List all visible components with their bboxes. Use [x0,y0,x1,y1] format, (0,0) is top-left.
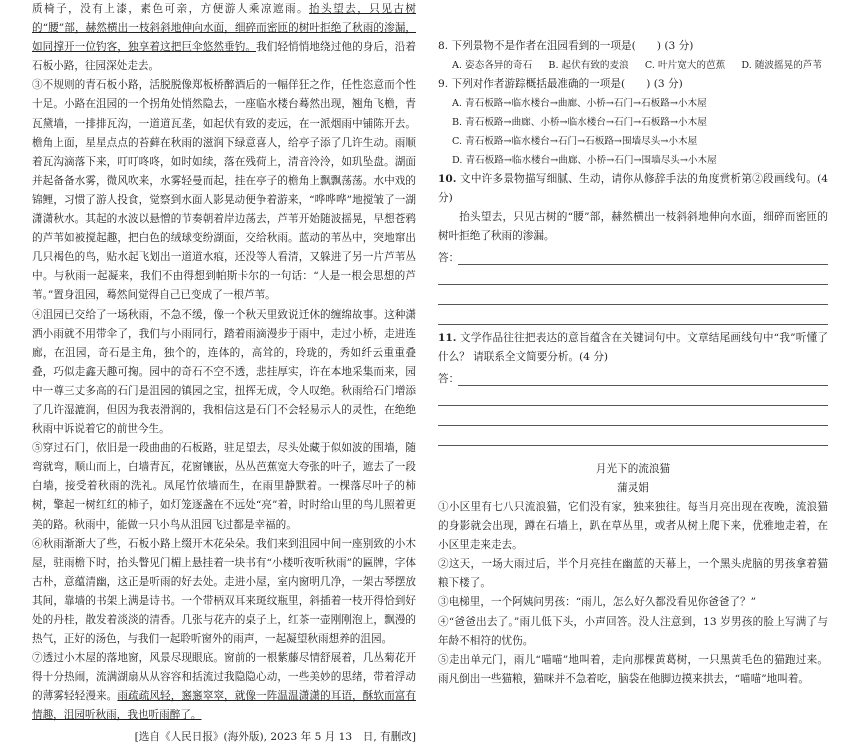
answer-label: 答： [438,373,460,385]
answer-area-11[interactable] [438,367,828,386]
paragraph-4: ④沮园已交给了一场秋雨，不急不缓，像一个秋天里致说迁休的缠绵故事。这种潇洒小雨就不用带伞了，我们与小雨同行，踏着雨滴漫步于雨中，走过小桥，走进连廊，在沮园，奇石是主角，独个的，连体的，高耸的，玲珑的，秀如纤云重重叠叠，巧似走鑫天趣可掬。园中的奇石不空不透，悲挂厚实，许在本地采集而来，园中一尊三丈多高的石门是沮园的镇园之宝，扭挥无成，令人叹绝。秋雨给石门增添了几许湿漉润，但因为我表滑润的，我相信这是石门不会轻易示人的灵性，在绝绝秋雨中诉说着它的前世今生。 [32,308,416,436]
story-paragraph-5: ⑤走出单元门，雨儿“喵喵”地叫着，走向那棵黄葛树，一只黑黄毛色的猫跑过来。雨凡倒出一些猫粮，猫咪并不急着吃，脑袋在他脚边摸来拱去，“喵喵”地叫着。 [438,653,828,685]
underlined-ending: 雨疏疏风轻，窸窸窣窣，就像一阵温温潇潇的耳语，酥软而富有情趣，沮园听秋雨，我也听雨醉了。 [32,690,417,722]
answer-line[interactable] [438,386,828,406]
option-b: B. 起伏有致的麦浪 [548,60,629,71]
question-11 [438,329,828,367]
question-number: 10. [438,173,457,185]
answer-line[interactable] [458,250,828,265]
answer-line[interactable] [438,305,828,325]
question-10-quote: 抬头望去，只见古树的“腰”部，赫然横出一枝斜斜地伸向水面，细碎而密匝的树叶拒绝了秋雨的渗漏。 [438,211,828,242]
question-8: 8. 下列景物不是作者在沮园看到的一项是( ) (3 分) [438,40,694,52]
paragraph-6: ⑥秋雨渐渐大了些，石板小路上缀开木花朵朵。我们来到沮园中间一座别致的小木屋，驻雨檐下时，抬头瞥见门楣上悬挂着一块书有“小楼听夜听秋雨”的匾牌，字体古朴，意蕴清幽，这正是听雨的好去处。走进小屋，室内窗明几净，一架古琴摆放其间，靠墙的书架上满是诗书。一个带柄双耳来斑纹瓶里，斜插着一枝开得恰到好处的丹桂，散发着淡淡的清香。几张与花卉的桌子上，红茶一壶刚刚泡上，飘漫的热气，正好的汤色，与我们一起聆听窗外的雨声，一起凝望秋雨想养的沮园。 [32,537,416,646]
question-8-options [438,56,828,75]
option-a: A. 青石板路→临水楼台→曲廊、小桥→石门→石板路→小木屋 [452,98,707,109]
left-column [32,0,416,747]
text: 质椅子，没有上漆，素色可亲，方便游人乘凉遮雨。 [32,3,310,15]
question-text: 文中许多景物描写细腻、生动，请你从修辞手法的角度赏析第②段画线句。(4 分) [438,173,828,204]
paragraph-3: ③不规则的青石板小路，活脱脱像郑板桥醉酒后的一幅佯狂之作，任性恣意而个性十足。小路在沮园的一个拐角处悄然隐去，一座临水楼台蓦然出现，翘角飞檐，青瓦黛墙，一排排瓦沟，一道道瓦垄，如起伏有致的麦远，在一派烟雨中铺陈开去。檐角上面，星星点点的苔藓在秋雨的滋润下绿意喜人，给亭子添了几许生动。雨顺着瓦沟滴落下来，叮叮咚咚，如时如续，落在残荷上，清音泠泠，如玑坠盘。湖面并起备备水雾，微风吹来，水雾轻曼而起，挂在亭子的檐角上飘飘荡荡。水中戏的锦鲤，习惯了游人投食，觉察到水面人影晃动便争着游来，“哗哗哗”地搅皱了一湖潇潇秋水。其起的水波以悬憎的节奏朝着岸边荡去，芦苇开始随波摇晃，早想苍鸦的芦苇如被搅起趣，把白色的绒球变纷湖面，交给秋雨。蓝动的苇丛中，突地窜出几只褐色的鸟，贴水起飞划出一道道水痕，还没等人看清，又躲进了另一片芦苇丛中。与秋雨一起凝来，我们不由得想到帕斯卡尔的一句话：“人是一根会思想的芦苇。”置身沮园，蓦然间觉得自己已变成了一根芦苇。 [32,79,416,302]
answer-line[interactable] [438,265,828,285]
question-10 [438,170,828,208]
story-paragraph-2: ②这天，一场大雨过后，半个月亮挂在幽蓝的天幕上，一个黑头虎脑的男孩拿着猫粮下楼了。 [438,558,828,590]
paragraph-5: ⑤穿过石门，依旧是一段曲曲的石板路，驻足望去，尽头处藏于似如波的围墙，随弯就弯，顺山而上，白墙青瓦，花窗镶嵌，丛丛芭蕉宽大夸张的叶子，遮去了一段白墙，接受着秋雨的洗礼。凤尾竹依墙而生，在雨里静默着。一棵落尽叶子的柿树，擎起一树红红的柿子，如灯笼逐盏在不远处“亮”着，时时给山里的鸟儿照着更美的路。秋雨中，能做一只小鸟从沮园飞过都是幸福的。 [32,442,416,531]
option-a: A. 姿态各异的奇石 [452,60,533,71]
story-title: 月光下的流浪猫 [595,463,671,475]
underlined-sentence: 抬头望去，只见古树的“腰”部，赫然横出一枝斜斜地伸向水面，细碎而密匝的树叶拒绝了秋雨的渗漏，如同撑开一位钓客，独享着这把巨伞悠然垂钓。 [32,3,417,54]
answer-line[interactable] [438,426,828,446]
answer-area-10[interactable] [438,246,828,265]
right-column [438,0,828,689]
question-text: 文学作品往往把表达的意旨蕴含在关键词句中。文章结尾画线句中“我”听懂了什么？ 请联系全文简要分析。(4 分) [438,332,828,363]
text: ⑦透过小木屋的落地窗，风景尽现眼底。窗前的一根紫藤尽情舒展着，几丛菊花开得十分热闹，流满湖扇从从容容和括流过我隐隐心动，一些美妙的思绪，带着浮动的薄雾轻轻漫来。 [32,652,416,703]
answer-line[interactable] [458,371,828,386]
text: 我们轻悄悄地绕过他的身后，沿着石板小路，往园深处走去。 [32,41,417,73]
question-9: 9. 下列对作者游踪概括最准确的一项是( ) (3 分) [438,78,683,90]
source-citation: [选自《人民日报》(海外版), 2023 年 5 月 13 日, 有删改] [134,730,416,743]
question-number: 11. [438,332,457,344]
option-d: D. 随波摇晃的芦苇 [741,60,822,71]
story-paragraph-4: ④“爸爸出去了。”雨儿低下头，小声回答。没人注意到，13 岁男孩的脸上写满了与年龄不相符的忧伤。 [438,615,828,647]
story-paragraph-3: ③电梯里，一个阿姨问男孩：“雨儿，怎么好久都没看见你爸爸了？” [438,596,757,609]
answer-line[interactable] [438,285,828,305]
paragraph-7 [32,649,416,725]
story-paragraph-1: ①小区里有七八只流浪猫，它们没有家，独来独往。每当月亮出现在夜晚，流浪猫的身影就会出现，蹲在石墙上，趴在草丛里，或者从树上爬下来，优雅地走着，在小区里走来走去。 [438,501,828,552]
answer-label: 答： [438,252,460,264]
paragraph-2-end [32,0,416,76]
option-c: C. 叶片宽大的芭蕉 [644,60,726,71]
option-d: D. 青石板路→临水楼台→曲廊、小桥→石门→围墙尽头→小木屋 [452,155,717,166]
option-b: B. 青石板路→曲廊、小桥→临水楼台→石门→石板路→小木屋 [452,117,707,128]
story-author: 蒲灵娟 [617,482,649,494]
option-c: C. 青石板路→临水楼台→石门→石板路→围墙尽头→小木屋 [452,136,698,147]
answer-line[interactable] [438,406,828,426]
